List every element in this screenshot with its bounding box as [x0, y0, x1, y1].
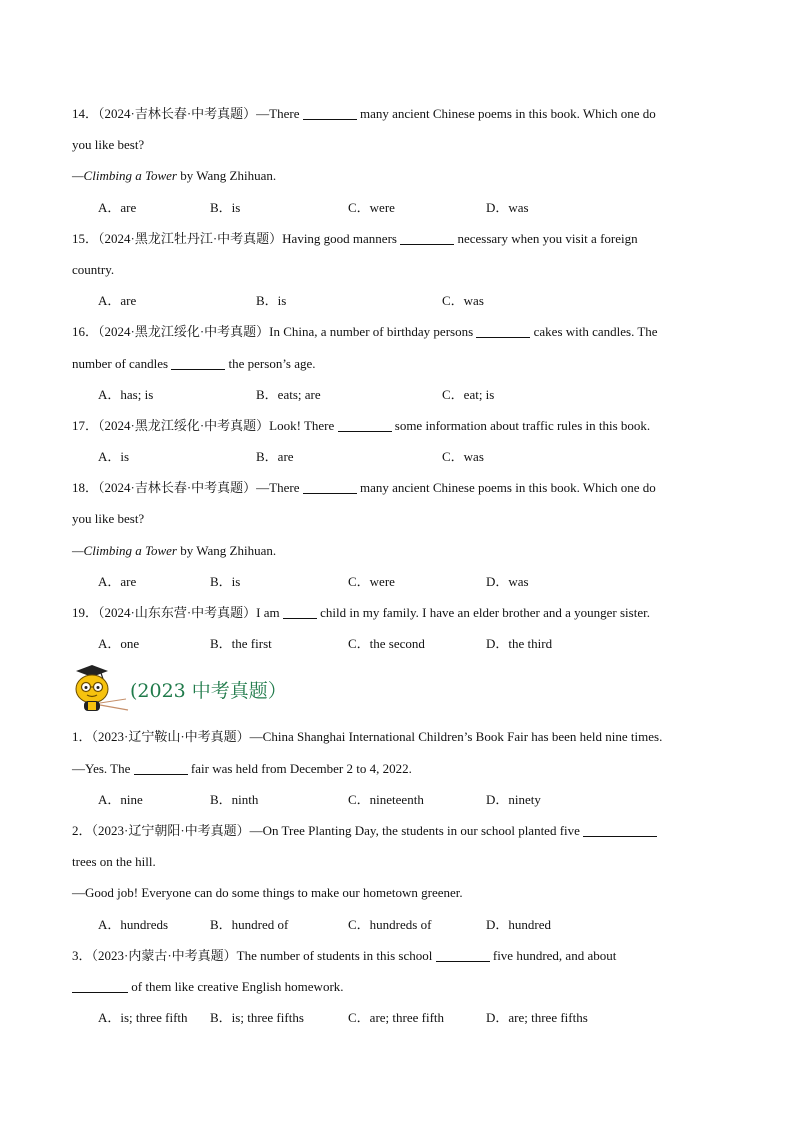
question-2023-3-stem: 3．（2023·内蒙古·中考真题）The number of students in this school: [72, 947, 433, 963]
question-14-line-3-text: by Wang Zhihuan.: [177, 168, 277, 184]
option-c[interactable]: C．nineteenth: [348, 791, 424, 807]
option-a[interactable]: A．hundreds: [98, 916, 169, 932]
question-15-options: [72, 285, 722, 316]
question-18-line-1: [72, 472, 722, 503]
answer-blank: [436, 947, 490, 962]
question-19-options: [72, 628, 722, 659]
option-b[interactable]: B．ninth: [210, 791, 259, 807]
option-d[interactable]: D．are; three fifths: [486, 1010, 588, 1026]
question-15-line-2: country.: [72, 261, 115, 277]
question-2023-3-line-2-post: of them like creative English homework.: [128, 978, 344, 994]
option-a[interactable]: A．are: [98, 293, 137, 309]
question-2023-1-line-1: 1．（2023·辽宁鞍山·中考真题）—China Shanghai International Children’s Book Fair has been held nine times.: [72, 729, 663, 745]
option-c[interactable]: C．eat; is: [442, 386, 495, 402]
answer-blank: [303, 479, 357, 494]
option-a[interactable]: A．one: [98, 636, 140, 652]
answer-blank: [171, 355, 225, 370]
option-b[interactable]: B．eats; are: [256, 386, 321, 402]
question-14-line-3: [72, 160, 722, 191]
question-19-stem: 19．（2024·山东东营·中考真题）I am: [72, 605, 280, 620]
answer-blank: [476, 323, 530, 338]
question-15-line-1: [72, 223, 722, 254]
document-page: [72, 98, 722, 1033]
option-c[interactable]: C．hundreds of: [348, 916, 432, 932]
option-d[interactable]: D．the third: [486, 636, 553, 652]
question-2023-2-line-2: trees on the hill.: [72, 854, 156, 870]
question-16-line-1: [72, 316, 722, 347]
section-header: [72, 661, 722, 717]
option-a[interactable]: A．has; is: [98, 386, 154, 402]
question-14-stem: 14．（2024·吉林长春·中考真题）—There: [72, 106, 300, 121]
option-a[interactable]: A．is: [98, 449, 130, 465]
question-14-line-2: you like best?: [72, 137, 145, 153]
question-18-stem-cont: many ancient Chinese poems in this book. Which one do: [356, 480, 656, 496]
option-b[interactable]: B．hundred of: [210, 916, 289, 932]
question-16-line-2-pre: number of candles: [72, 355, 169, 371]
question-17-options: [72, 441, 722, 472]
option-b[interactable]: B．is: [256, 293, 287, 309]
option-a[interactable]: A．are: [98, 573, 137, 589]
question-16-line-2-post: the person’s age.: [225, 355, 316, 371]
question-17-stem-cont: some information about traffic rules in this book.: [391, 417, 651, 433]
option-b[interactable]: B．is; three fifths: [210, 1010, 304, 1026]
option-b[interactable]: B．the first: [210, 636, 272, 652]
option-b[interactable]: B．are: [256, 449, 294, 465]
option-c[interactable]: C．are; three fifth: [348, 1010, 445, 1026]
option-d[interactable]: D．was: [486, 573, 529, 589]
question-15-stem: 15．（2024·黑龙江牡丹江·中考真题）Having good manners: [72, 230, 397, 246]
question-19-line-1: [72, 597, 722, 628]
book-title: —Climbing a Tower: [72, 542, 177, 558]
question-2023-3-line-2: [72, 971, 722, 1002]
answer-blank: [400, 230, 454, 245]
question-2023-3-stem-cont: five hundred, and about: [489, 947, 617, 963]
question-17-stem: 17．（2024·黑龙江绥化·中考真题）Look! There: [72, 417, 335, 433]
option-c[interactable]: C．were: [348, 199, 395, 215]
question-2023-1-line-2: [72, 753, 722, 784]
question-18-stem: 18．（2024·吉林长春·中考真题）—There: [72, 480, 300, 496]
question-2023-2-line-3: —Good job! Everyone can do some things to make our hometown greener.: [72, 885, 463, 901]
question-2023-3-options: [72, 1002, 722, 1033]
question-17-line-1: [72, 410, 722, 441]
option-a[interactable]: A．nine: [98, 791, 143, 807]
option-b[interactable]: B．is: [210, 199, 241, 215]
answer-blank: [134, 760, 188, 775]
question-15-stem-cont: necessary when you visit a foreign: [454, 230, 638, 246]
option-d[interactable]: D．hundred: [486, 916, 551, 932]
question-16-stem: 16．（2024·黑龙江绥化·中考真题）In China, a number of birthday persons: [72, 324, 474, 340]
question-19-stem-cont: child in my family. I have an elder brother and a younger sister.: [316, 605, 650, 620]
book-title: —Climbing a Tower: [72, 168, 177, 184]
question-16-line-2: [72, 348, 722, 379]
option-a[interactable]: A．are: [98, 199, 137, 215]
question-14-options: [72, 192, 722, 223]
question-2023-1-line-2-post: fair was held from December 2 to 4, 2022.: [187, 760, 412, 776]
option-d[interactable]: D．was: [486, 199, 529, 215]
answer-blank: [303, 105, 357, 120]
question-18-line-3-text: by Wang Zhihuan.: [177, 542, 277, 558]
option-c[interactable]: C．the second: [348, 636, 425, 652]
option-c[interactable]: C．was: [442, 449, 484, 465]
option-c[interactable]: C．was: [442, 293, 484, 309]
option-b[interactable]: B．is: [210, 573, 241, 589]
question-14-stem-cont: many ancient Chinese poems in this book. Which one do: [356, 106, 656, 121]
option-d[interactable]: D．ninety: [486, 791, 541, 807]
question-2023-3-line-1: [72, 940, 722, 971]
question-16-stem-cont: cakes with candles. The: [530, 324, 658, 340]
question-18-line-2: you like best?: [72, 511, 145, 527]
answer-blank: [338, 417, 392, 432]
question-18-options: [72, 566, 722, 597]
answer-blank: [583, 822, 657, 837]
answer-blank: [72, 978, 128, 993]
question-2023-2-options: [72, 909, 722, 940]
option-c[interactable]: C．were: [348, 573, 395, 589]
question-16-options: [72, 379, 722, 410]
section-title: (2023 中考真题）: [130, 679, 287, 702]
graduate-mascot-icon: [70, 663, 130, 715]
question-14-line-1: [72, 98, 722, 129]
question-2023-2-line-1: [72, 815, 722, 846]
answer-blank: [283, 604, 317, 619]
question-2023-2-stem: 2．（2023·辽宁朝阳·中考真题）—On Tree Planting Day, the students in our school planted five: [72, 822, 580, 838]
question-2023-1-line-2-pre: —Yes. The: [72, 760, 131, 776]
question-2023-1-options: [72, 784, 722, 815]
option-a[interactable]: A．is; three fifth: [98, 1010, 188, 1026]
question-18-line-3: [72, 535, 722, 566]
